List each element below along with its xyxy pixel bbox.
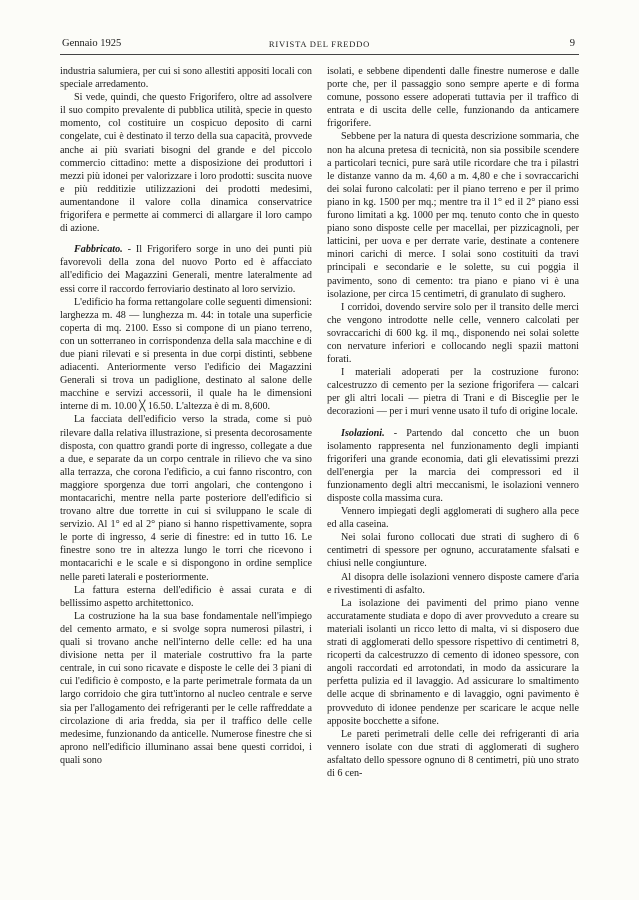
paragraph: isolati, e sebbene dipendenti dalle finestre numerose e dalle porte che, per il passaggio sono sempre aperte e di forma comune, possono essere adoperati tuttavia per il traffico di entrata e di uscita delle celle, funzionando da anticamere frigorifere. bbox=[327, 66, 579, 130]
article-body bbox=[60, 65, 579, 780]
section-fabbricato bbox=[60, 243, 312, 295]
right-column bbox=[327, 65, 579, 780]
paragraph: Sebbene per la natura di questa descrizione sommaria, che non ha alcuna pretesa di tecnicità, non sia possibile scendere a particolari tecnici, pure sarà utile ricordare che tra i pilastri le distanze vanno da m. 4,60 a m. 4,80 e che i sovraccarichi dei solai furono calcolati: per il piano terreno e per il primo piano in kg. 1500 per mq.; mentre tra il 1° ed il 2° piano essi furono limitati a kg. 1000 per mq. tenuto conto che in questo piano sono disposte celle per macellai, per pizzicagnoli, per latticini, per uova e per derrate varie, destinate a contenere minori carichi di merce. I solai sono costituiti da travi principali e secondarie e le solette, su cui poggia il pavimento, sono di cemento: tra piano e piano vi è una isolazione, per circa 15 centimetri, di granulato di sughero. bbox=[327, 131, 579, 300]
paragraph: I materiali adoperati per la costruzione furono: calcestruzzo di cemento per la sezione frigorifera — calcari per gli altri locali — pietra di Trani e di Bisceglie per le decorazioni — per i muri venne usato il tufo di origine locale. bbox=[327, 367, 579, 418]
section-isolazioni bbox=[327, 427, 579, 506]
paragraph: Si vede, quindi, che questo Frigorifero, oltre ad assolvere il suo compito prevalente di pubblica utilità, specie in questo momento, col costituire un cospicuo deposito di carni congelate, cui è destinato il terzo della sua capacità, provvede anche ai più svariati bisogni del grande e del piccolo commercio cittadino: mette a disposizione dei produttori i mezzi più idonei per valorizzare i loro prodotti: suscita nuove e più redditizie utilizzazioni dei prodotti medesimi, aumentandone il valore colla dinamica conservatrice frigorifera e permette ai commerci di allargare il loro campo di azione. bbox=[60, 92, 312, 235]
left-column bbox=[60, 65, 312, 780]
paragraph: La isolazione dei pavimenti del primo piano venne accuratamente studiata e dopo di aver provveduto a creare su materiali isolanti un ricco letto di malta, vi si disposero due strati di agglomerati dello spessore rispettivo di centimetri 8, ricoperti da calcestruzzo di cemento di idoneo spessore, con angoli raccordati ed arrotondati, in modo da assicurare la perfetta pulizia ed il lavaggio. Ad assicurare lo smaltimento delle acque di sbrinamento e di lavaggio, ogni pavimento è provveduto di idonee pendenze per scaricare le acque nelle apposite bocchette a sifone. bbox=[327, 597, 579, 727]
paragraph: La fattura esterna dell'edificio è assai curata e di bellissimo aspetto architettonico. bbox=[60, 584, 312, 609]
paragraph: I corridoi, dovendo servire solo per il transito delle merci che vengono introdotte nelle celle, vennero calcolati per sovraccarichi di 600 kg. il mq., disponendo nei solai solette con nervature inferiori e collocando negli spazii mattoni forati. bbox=[327, 301, 579, 366]
paragraph: La facciata dell'edificio verso la strada, come si può rilevare dalla relativa illustrazione, si presenta decorosamente disposta, con quattro grandi porte di ingresso, collegate a due a due, e separate da un corpo centrale in rilievo che va sino alla terrazza, che corona l'edificio, a cui fanno riscontro, con maggiore sporgenza due torri angolari, che contengono i montacarichi, mentre nella parte posteriore dell'edificio si trovano altre due torrette in cui si sviluppano le scale di servizio. Al 1° ed al 2° piano si hanno rispettivamente, sopra le porte di ingresso, 4 serie di finestre: ed in tutto 16. Le finestre sono tre in altezza lungo le torri che ricevono i montacarichi e le scale e si dispongono in ordine semplice nelle pareti laterali e posteriormente. bbox=[60, 414, 312, 583]
header-journal-title: RIVISTA DEL FREDDO bbox=[268, 39, 371, 49]
section-heading-isolazioni: Isolazioni. bbox=[341, 427, 385, 439]
header-page-number: 9 bbox=[569, 38, 575, 49]
running-header bbox=[60, 38, 579, 55]
paragraph: La costruzione ha la sua base fondamentale nell'impiego del cemento armato, e si svolge sopra numerosi pilastri, i quali si trovano anche nell'interno delle celle: ed ha una divisione netta per il materiale costruttivo fra la parte centrale, in cui sono ricavate e disposte le celle dei 3 piani di cui l'edificio è composto, e la parte perimetrale formata da un largo corridoio che gira tutt'intorno al nucleo centrale e serve sia per l'allogamento dei refrigeranti per le celle raffreddate a circolazione di aria fredda, sia per il traffico delle celle medesime, funzionando da anticelle. Numerose finestre che si aprono nell'edificio illuminano assai bene questi corridoi, i quali sono bbox=[60, 610, 312, 766]
section-text: - Il Frigorifero sorge in uno dei punti più favorevoli della zona del nuovo Porto ed è affacciato all'edificio dei Magazzini Generali, mentre lateralmente ad essi corre il raccordo ferroviario destinato al loro servizio. bbox=[60, 244, 312, 295]
paragraph: Le pareti perimetrali delle celle dei refrigeranti di aria vennero isolate con due strati di agglomerati di sughero asfaltato dello spessore ognuno di 8 centimetri, più uno strato di 6 cen- bbox=[327, 728, 579, 779]
paragraph: industria salumiera, per cui si sono allestiti appositi locali con speciale arredamento. bbox=[60, 66, 312, 91]
header-date: Gennaio 1925 bbox=[62, 38, 122, 49]
section-text: - Partendo dal concetto che un buon isolamento rappresenta nel funzionamento degli impianti frigoriferi una grande economia, dati gli elevatissimi prezzi dell'energia per la marcia dei compressori ed il funzionamento degli altri meccanismi, le isolazioni vennero disposte colla massima cura. bbox=[327, 427, 579, 504]
paragraph: Al disopra delle isolazioni vennero disposte camere d'aria e rivestimenti di asfalto. bbox=[327, 571, 579, 596]
paragraph: Vennero impiegati degli agglomerati di sughero alla pece ed alla caseina. bbox=[327, 506, 579, 531]
paragraph: Nei solai furono collocati due strati di sughero di 6 centimetri di spessore per ognuno, accuratamente sfalsati e chiusi nelle congiunture. bbox=[327, 532, 579, 570]
section-heading-fabbricato: Fabbricato. bbox=[74, 244, 123, 256]
paragraph: L'edificio ha forma rettangolare colle seguenti dimensioni: larghezza m. 48 — lunghezza m. 44: in totale una superficie coperta di mq. 2100. Esso si compone di un piano terreno, con un sotterraneo in corrispondenza della sala macchine e di due piani rilevati e si presenta in due corpi distinti, sebbene adiacenti. Anteriormente verso l'edificio dei Magazzini Generali si trova un padiglione, destinato al salone delle macchine e servizi accessorii, il quale ha le dimensioni interne di m. 10.00 ╳ 16.50. L'altezza è di m. 8,600. bbox=[60, 296, 312, 413]
